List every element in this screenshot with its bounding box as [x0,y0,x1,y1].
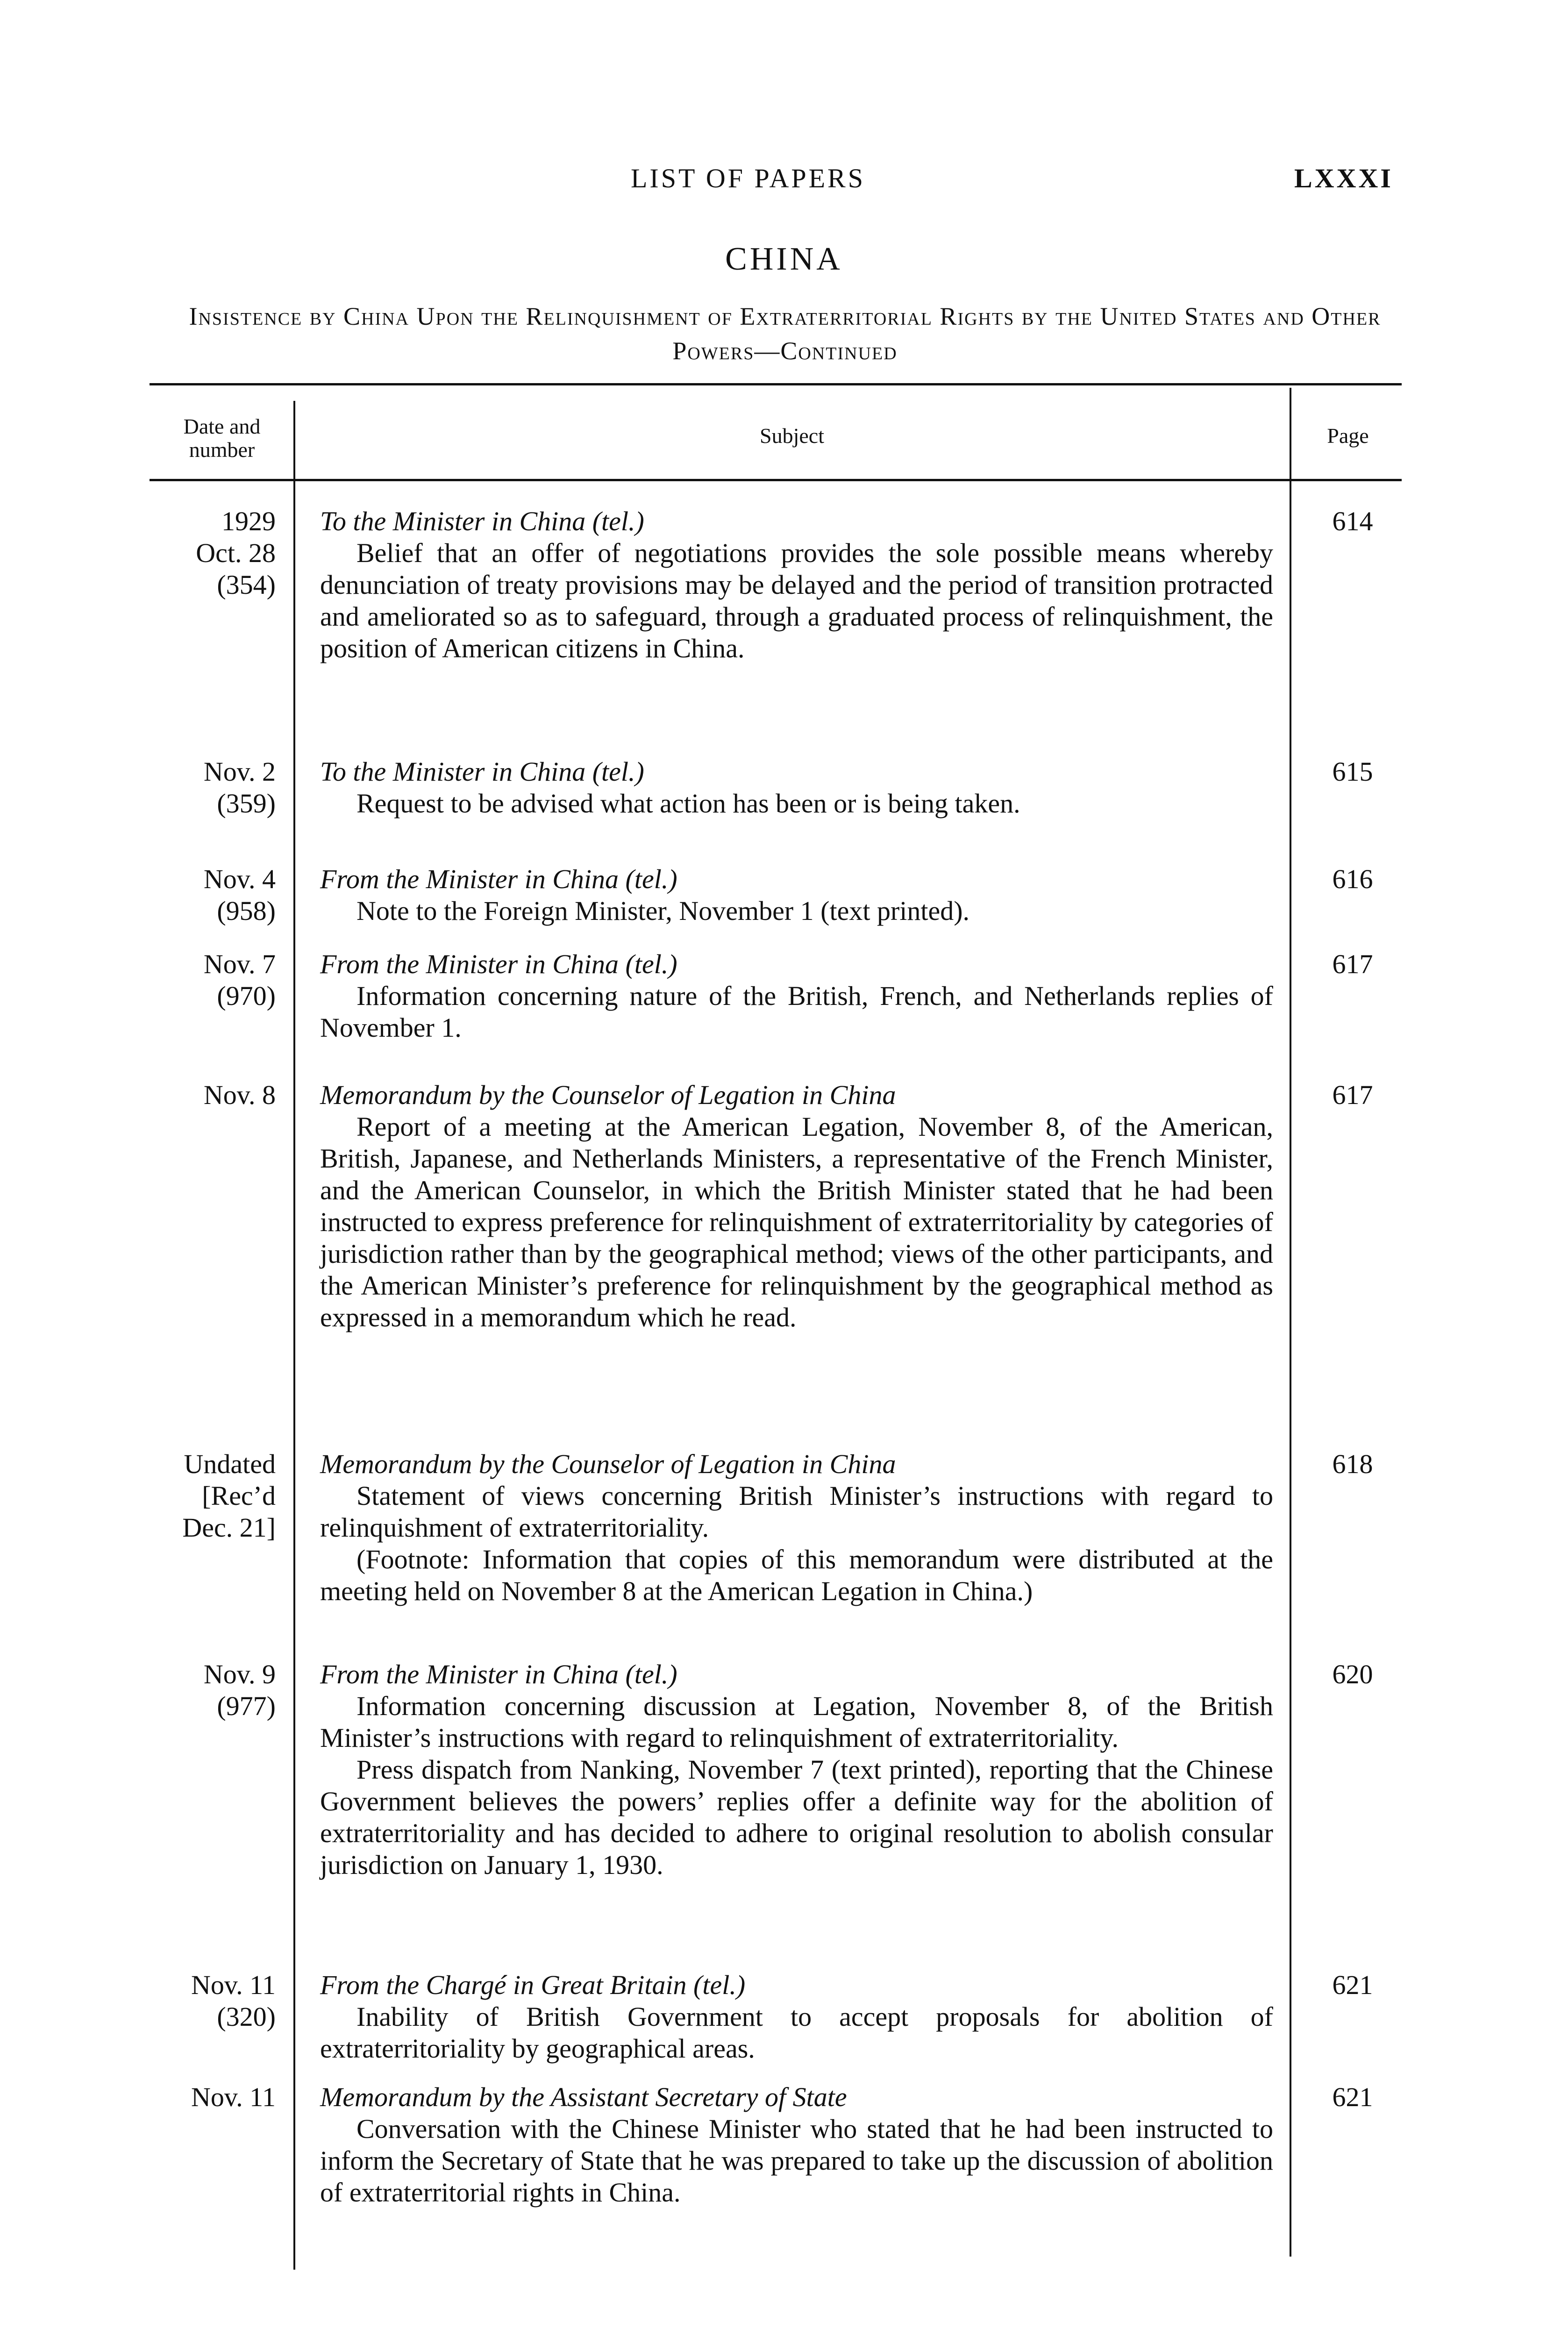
entry-subject [320,1969,1273,2065]
entry-page-number: 621 [1332,2082,1373,2112]
column-divider-page [1290,388,1291,2257]
date-line: Nov. 2 [203,756,276,787]
entry-subject [320,756,1273,819]
entry-heading: To the Minister in China (tel.) [320,756,644,787]
entry-page-number: 620 [1332,1659,1373,1689]
date-line: Nov. 8 [203,1080,276,1110]
date-line: (958) [217,896,276,926]
entry-page-number: 614 [1332,506,1373,536]
entry-subject [320,2081,1273,2208]
date-line: Nov. 11 [191,1970,276,2000]
running-title: LIST OF PAPERS [631,163,865,193]
entry-subject [320,1448,1273,1607]
entry-subject [320,1659,1273,1881]
date-line: (359) [217,788,276,819]
date-line: Nov. 11 [191,2082,276,2112]
country-heading: CHINA [725,241,843,277]
entry-subject [320,863,1273,927]
date-line: 1929 [221,506,276,536]
entry-heading: From the Minister in China (tel.) [320,1659,677,1689]
date-line: (354) [217,570,276,600]
entry-heading: Memorandum by the Counselor of Legation in China [320,1080,896,1110]
date-line: [Rec’d [202,1481,276,1511]
entry-date [150,1969,276,2033]
entry-paragraph: Conversation with the Chinese Minister who stated that he had been instructed to inform the Secretary of State that he was prepared to take up the discussion of abolition of extraterritorial rights in China. [320,2114,1273,2208]
entry-subject [320,1079,1273,1333]
entry-page-number: 617 [1332,1080,1373,1110]
entry-date [150,2081,276,2113]
entry-page-number: 621 [1332,1970,1373,2000]
table-top-rule [150,383,1402,385]
entry-paragraph: Report of a meeting at the American Legation, November 8, of the American, British, Japanese, and Netherlands Ministers, a representative of the French Minister, and the American Counselor, in which the British Minister stated that he had been instructed to express preference for relinquishment of extraterritoriality by categories of jurisdiction rather than by the geographical method; views of the other participants, and the American Minister’s preference for relinquishment by the geographical method as expressed in a memorandum which he read. [320,1111,1273,1332]
date-line: Dec. 21] [182,1512,276,1543]
entry-paragraph: (Footnote: Information that copies of this memorandum were distributed at the meeting held on November 8 at the American Legation in China.) [320,1544,1273,1606]
column-header-subject: Subject [760,424,824,448]
entry-heading: From the Chargé in Great Britain (tel.) [320,1970,746,2000]
date-line: Undated [184,1449,276,1479]
entry-heading: Memorandum by the Counselor of Legation in China [320,1449,896,1479]
table-header-rule [150,479,1402,481]
date-line: Nov. 9 [203,1659,276,1689]
page-number-roman: LXXXI [1294,163,1393,193]
entry-paragraph: Information concerning nature of the British, French, and Netherlands replies of November 1. [320,981,1273,1043]
entry-heading: To the Minister in China (tel.) [320,506,644,536]
date-line: (320) [217,2001,276,2032]
entry-date [150,506,276,601]
entry-date [150,948,276,1012]
entry-paragraph: Note to the Foreign Minister, November 1 (text printed). [356,896,970,926]
entry-page-number: 617 [1332,949,1373,979]
column-header-page: Page [1327,424,1369,448]
date-line: Nov. 4 [203,864,276,894]
section-title: Insistence by China Upon the Relinquishment of Extraterritorial Rights by the United States and Other Powers—Continued [189,302,1381,365]
entry-subject [320,506,1273,664]
date-line: Nov. 7 [203,949,276,979]
entry-heading: Memorandum by the Assistant Secretary of State [320,2082,847,2112]
date-line: Oct. 28 [196,538,276,568]
entry-paragraph: Statement of views concerning British Minister’s instructions with regard to relinquishment of extraterritoriality. [320,1481,1273,1543]
column-divider-date [293,401,295,2270]
entry-date [150,863,276,927]
entry-heading: From the Minister in China (tel.) [320,864,677,894]
date-line: (970) [217,981,276,1011]
entry-paragraph: Belief that an offer of negotiations provides the sole possible means whereby denunciation of treaty provisions may be delayed and the period of transition protracted and ameliorated so as to safeguard, through a graduated process of relinquishment, the position of American citizens in China. [320,538,1273,663]
entry-date [150,1448,276,1544]
entry-page-number: 618 [1332,1449,1373,1479]
entry-paragraph: Information concerning discussion at Legation, November 8, of the British Minister’s instructions with regard to relinquishment of extraterritoriality. [320,1691,1273,1753]
running-head [0,163,1568,205]
entry-date [150,1079,276,1111]
entry-subject [320,948,1273,1044]
entry-paragraph: Inability of British Government to accept proposals for abolition of extraterritoriality by geographical areas. [320,2001,1273,2064]
date-line: (977) [217,1691,276,1721]
entry-page-number: 616 [1332,864,1373,894]
entry-heading: From the Minister in China (tel.) [320,949,677,979]
entry-paragraph: Press dispatch from Nanking, November 7 (text printed), reporting that the Chinese Government believes the powers’ replies offer a definite way for the abolition of extraterritoriality and has decided to adhere to original resolution to abolish consular jurisdiction on January 1, 1930. [320,1754,1273,1880]
entry-paragraph: Request to be advised what action has been or is being taken. [356,788,1020,819]
entry-date [150,756,276,819]
entry-page-number: 615 [1332,756,1373,787]
entry-date [150,1659,276,1722]
column-header-date: Date and number [183,414,261,462]
